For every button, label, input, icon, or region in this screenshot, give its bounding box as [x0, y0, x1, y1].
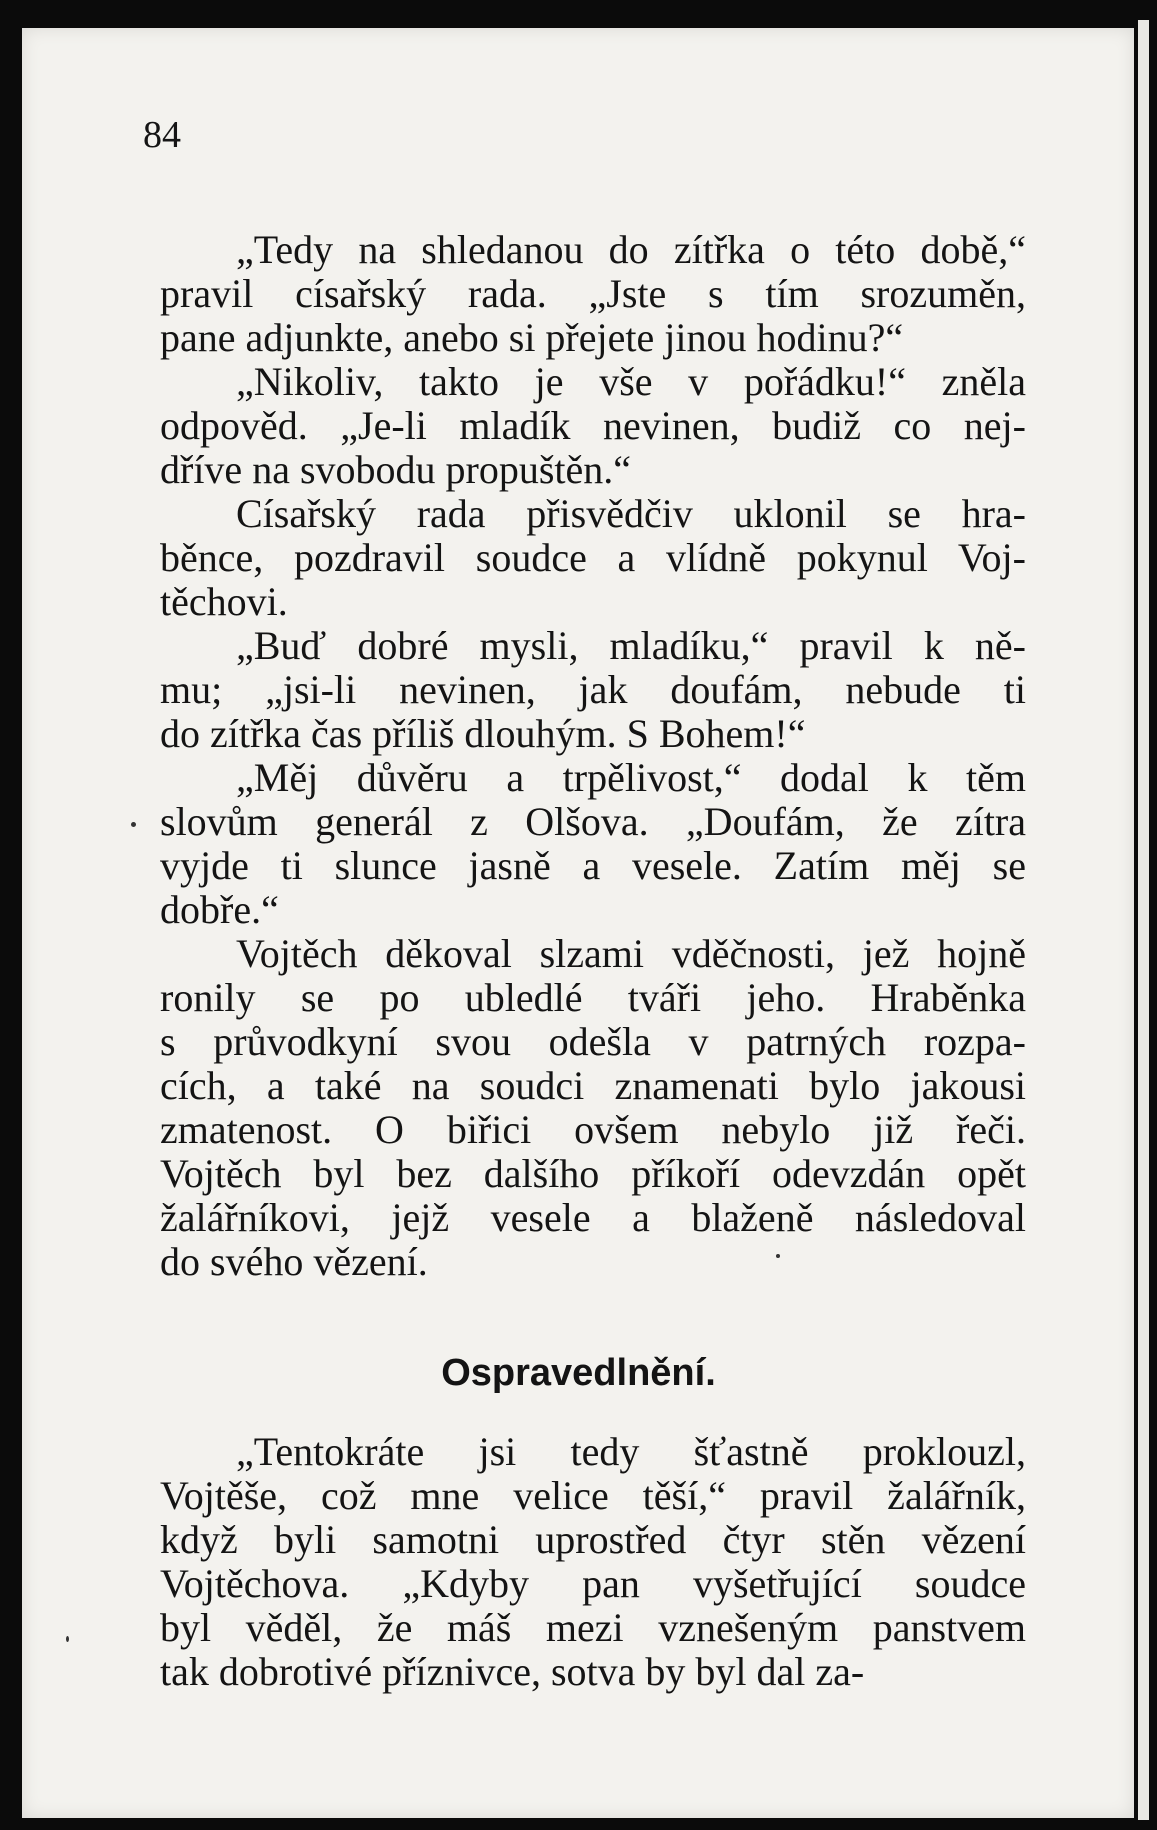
text-line: když byli samotni uprostřed čtyr stěn vězení: [160, 1517, 1026, 1562]
text-line: „Nikoliv, takto je vše v pořádku!“ zněla: [236, 359, 1026, 404]
text-line: zmatenost. O biřici ovšem nebylo již řeči.: [160, 1107, 1026, 1152]
text-line: odpověd. „Je-li mladík nevinen, budiž co nej-: [160, 403, 1026, 448]
text-line: Vojtěše, což mne velice těší,“ pravil žalářník,: [160, 1473, 1026, 1518]
text-line: „Měj důvěru a trpělivost,“ dodal k těm: [236, 755, 1026, 800]
dust-speck: [66, 1636, 69, 1642]
text-line: ronily se po ubledlé tváři jeho. Hraběnka: [160, 975, 1026, 1020]
text-line: byl věděl, že máš mezi vznešeným panstvem: [160, 1605, 1026, 1650]
text-line: slovům generál z Olšova. „Doufám, že zítra: [160, 799, 1026, 844]
body-text-bottom: [160, 1430, 1026, 1694]
text-line: vyjde ti slunce jasně a vesele. Zatím měj se: [160, 843, 1026, 888]
text-line: „Buď dobré mysli, mladíku,“ pravil k ně-: [236, 623, 1026, 668]
dust-speck: [131, 822, 136, 827]
page-number: 84: [143, 114, 181, 156]
text-line: tak dobrotivé příznivce, sotva by byl dal za-: [160, 1649, 865, 1694]
text-line: pane adjunkte, anebo si přejete jinou hodinu?“: [160, 315, 904, 360]
text-line: těchovi.: [160, 579, 288, 624]
text-line: „Tentokráte jsi tedy šťastně proklouzl,: [236, 1429, 1026, 1474]
text-line: do zítřka čas příliš dlouhým. S Bohem!“: [160, 711, 806, 756]
text-line: Vojtěchova. „Kdyby pan vyšetřující soudce: [160, 1561, 1026, 1606]
text-line: Vojtěch byl bez dalšího příkoří odevzdán opět: [160, 1151, 1026, 1196]
section-heading: Ospravedlnění.: [441, 1352, 716, 1394]
text-line: „Tedy na shledanou do zítřka o této době,“: [236, 227, 1026, 272]
text-line: s průvodkyní svou odešla v patrných rozpa-: [160, 1019, 1026, 1064]
dust-speck: [776, 1254, 780, 1258]
text-line: Vojtěch děkoval slzami vděčnosti, jež hojně: [236, 931, 1026, 976]
text-line: dobře.“: [160, 887, 279, 932]
text-line: mu; „jsi-li nevinen, jak doufám, nebude ti: [160, 667, 1026, 712]
page-edge: [1138, 20, 1149, 1820]
text-line: do svého vězení.: [160, 1239, 428, 1284]
text-line: Císařský rada přisvědčiv uklonil se hra-: [236, 491, 1026, 536]
body-text-top: [160, 228, 1026, 1284]
text-line: pravil císařský rada. „Jste s tím srozuměn,: [160, 271, 1026, 316]
text-line: běnce, pozdravil soudce a vlídně pokynul Voj-: [160, 535, 1026, 580]
text-line: dříve na svobodu propuštěn.“: [160, 447, 632, 492]
text-line: žalářníkovi, jejž vesele a blaženě následoval: [160, 1195, 1026, 1240]
text-line: cích, a také na soudci znamenati bylo jakousi: [160, 1063, 1026, 1108]
